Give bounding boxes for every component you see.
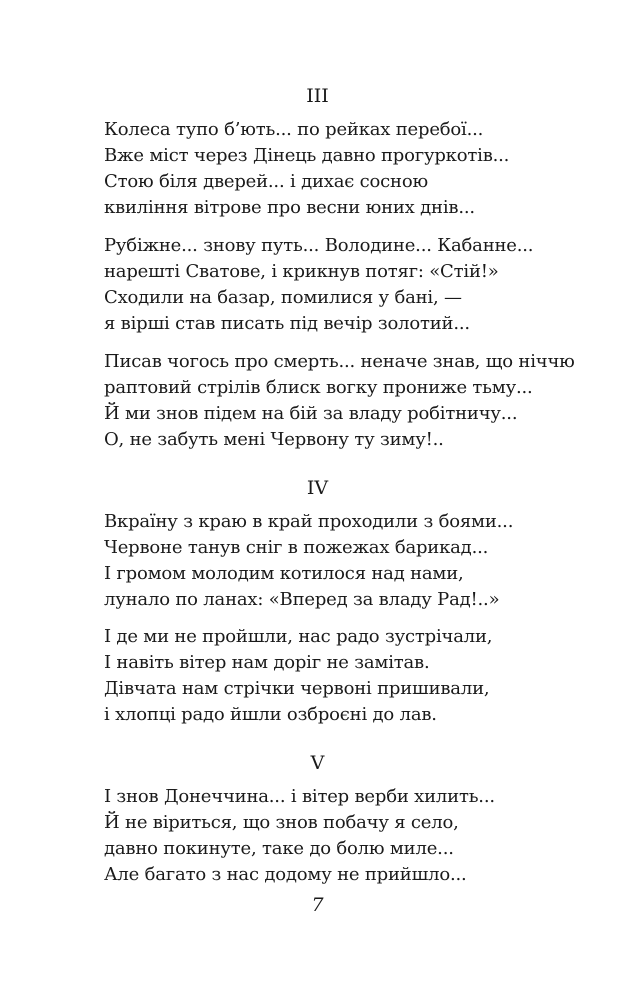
- poem-line: давно покинуте, таке до болю миле...: [104, 838, 454, 859]
- poem-line: Й не віриться, що знов побачу я село,: [104, 812, 459, 833]
- section-numeral-iv: IV: [306, 477, 329, 499]
- page-number: 7: [311, 894, 324, 916]
- poem-line: Стою біля дверей... і дихає сосною: [104, 171, 428, 192]
- poem-line: Сходили на базар, помилися у бані, —: [104, 287, 462, 308]
- poem-line: І громом молодим котилося над нами,: [104, 563, 464, 584]
- poem-line: лунало по ланах: «Вперед за владу Рад!..»: [104, 589, 500, 610]
- poem-line: нарешті Сватове, і крикнув потяг: «Стій!»: [104, 261, 499, 282]
- stanza-iii-2: [104, 233, 604, 337]
- poem-line: Але багато з нас додому не прийшло...: [104, 864, 467, 885]
- poem-line: І навіть вітер нам доріг не замітав.: [104, 652, 430, 673]
- poem-line: О, не забуть мені Червону ту зиму!..: [104, 429, 444, 450]
- poem-line: Колеса тупо б’ють... по рейках перебої...: [104, 119, 484, 140]
- poem-line: І де ми не пройшли, нас радо зустрічали,: [104, 626, 493, 647]
- section-numeral-iii: III: [306, 85, 329, 107]
- poem-line: Писав чогось про смерть... неначе знав, що ніччю: [104, 351, 575, 372]
- poem-line: Рубіжне... знову путь... Володине... Кабанне...: [104, 235, 534, 256]
- stanza-iii-1: [104, 117, 604, 221]
- stanza-iv-1: [104, 509, 604, 613]
- poem-line: раптовий стрілів блиск вогку прониже тьму...: [104, 377, 533, 398]
- poem-line: Червоне танув сніг в пожежах барикад...: [104, 537, 489, 558]
- poem-line: Дівчата нам стрічки червоні пришивали,: [104, 678, 490, 699]
- poem-line: Вже міст через Дінець давно прогуркотів...: [104, 145, 510, 166]
- section-numeral-v: V: [310, 752, 325, 774]
- poem-line: Й ми знов підем на бій за владу робітничу...: [104, 403, 518, 424]
- poem-line: і хлопці радо йшли озброєні до лав.: [104, 704, 437, 725]
- poem-line: І знов Донеччина... і вітер верби хилить...: [104, 786, 495, 807]
- stanza-iv-2: [104, 624, 604, 728]
- stanza-iii-3: [104, 349, 604, 453]
- poem-line: квиління вітрове про весни юних днів...: [104, 197, 475, 218]
- poem-line: Вкраїну з краю в край проходили з боями...: [104, 511, 514, 532]
- stanza-v-1: [104, 784, 604, 888]
- poem-line: я вірші став писать під вечір золотий...: [104, 313, 470, 334]
